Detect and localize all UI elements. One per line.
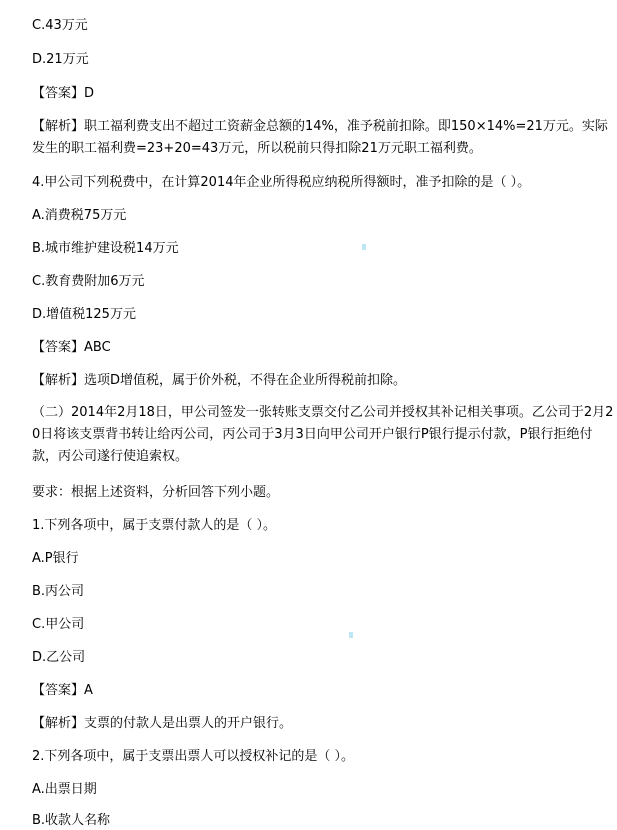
decorative-mark — [349, 632, 353, 638]
option-a-q4: A.消费税75万元 — [32, 208, 127, 223]
question-1: 1.下列各项中，属于支票付款人的是（ ）。 — [32, 518, 277, 533]
analysis-q3: 【解析】职工福利费支出不超过工资薪金总额的14%，准予税前扣除。即150×14%=21万元。实际发生的职工福利费=23+20=43万元，所以税前只得扣除21万元职工福利费。 — [32, 119, 608, 156]
option-d-q1: D.乙公司 — [32, 650, 86, 665]
decorative-mark — [362, 244, 366, 250]
option-b-q2: B.收款人名称 — [32, 813, 111, 828]
requirement: 要求：根据上述资料，分析回答下列小题。 — [32, 485, 280, 500]
option-b-q1: B.丙公司 — [32, 584, 85, 599]
option-d-q3: D.21万元 — [32, 52, 89, 67]
analysis-q4: 【解析】选项D增值税，属于价外税，不得在企业所得税前扣除。 — [32, 373, 407, 388]
option-c-q1: C.甲公司 — [32, 617, 85, 632]
option-a-q1: A.P银行 — [32, 551, 79, 566]
option-c-q4: C.教育费附加6万元 — [32, 274, 145, 289]
option-a-q2: A.出票日期 — [32, 782, 97, 797]
option-c-q3: C.43万元 — [32, 18, 88, 33]
question-2: 2.下列各项中，属于支票出票人可以授权补记的是（ ）。 — [32, 749, 355, 764]
case-material-2: （二）2014年2月18日，甲公司签发一张转账支票交付乙公司并授权其补记相关事项。乙公司于2月20日将该支票背书转让给丙公司，丙公司于3月3日向甲公司开户银行P银行提示付款，P银行拒绝付款，丙公司遂行使追索权。 — [32, 405, 614, 464]
answer-q4: 【答案】ABC — [32, 340, 111, 355]
answer-q1: 【答案】A — [32, 683, 93, 698]
option-b-q4: B.城市维护建设税14万元 — [32, 241, 179, 256]
option-d-q4: D.增值税125万元 — [32, 307, 136, 322]
analysis-q1: 【解析】支票的付款人是出票人的开户银行。 — [32, 716, 293, 731]
question-4: 4.甲公司下列税费中，在计算2014年企业所得税应纳税所得额时，准予扣除的是（ ）。 — [32, 175, 531, 190]
answer-q3: 【答案】D — [32, 86, 95, 101]
